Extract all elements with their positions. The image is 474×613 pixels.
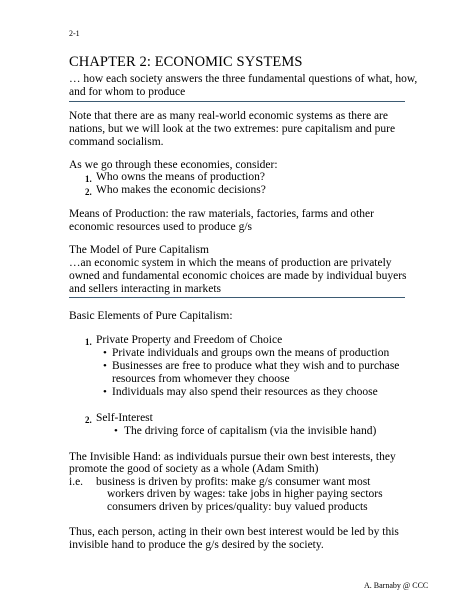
means-line-2: economic resources used to produce g/s [69,221,252,233]
bullet-icon: • [103,360,107,372]
note-line-1: Note that there are as many real-world economic systems as there are [69,110,388,122]
model-line-3: and sellers interacting in markets [69,283,222,295]
consider-number-2: 2. [85,187,92,197]
consider-intro: As we go through these economies, consider: [69,159,278,171]
title-divider [69,101,405,102]
footer-author: A. Barnaby @ CCC [364,581,429,590]
note-line-2: nations, but we will look at the two extremes: pure capitalism and pure [69,123,396,135]
element-number-2: 2. [85,415,92,425]
element1-bullet-2: Businesses are free to produce what they wish and to purchase [112,360,400,372]
element2-bullet-1: The driving force of capitalism (via the invisible hand) [124,425,377,437]
basic-elements-heading: Basic Elements of Pure Capitalism: [69,310,233,322]
ie-line-2: workers driven by wages: take jobs in higher paying sectors [107,488,383,500]
page-number: 2-1 [69,29,80,38]
invisible-hand-line-2: promote the good of society as a whole (Adam Smith) [69,463,319,475]
element1-bullet-1: Private individuals and groups own the means of production [112,347,390,359]
conclusion-line-2: invisible hand to produce the g/s desired by the society. [69,539,324,551]
bullet-icon: • [114,425,118,437]
chapter-title: CHAPTER 2: ECONOMIC SYSTEMS [69,54,303,70]
conclusion-line-1: Thus, each person, acting in their own best interest would be led by this [69,526,399,538]
element-title-1: Private Property and Freedom of Choice [96,334,283,346]
element-title-2: Self-Interest [96,412,153,424]
invisible-hand-line-1: The Invisible Hand: as individuals pursue their own best interests, they [69,451,396,463]
ie-label: i.e. [69,476,84,488]
model-divider [69,297,405,298]
means-line-1: Means of Production: the raw materials, factories, farms and other [69,208,374,220]
consider-item-2: Who makes the economic decisions? [96,184,266,196]
subtitle-line-1: … how each society answers the three fundamental questions of what, how, [69,73,418,85]
model-line-2: owned and fundamental economic choices are made by individual buyers [69,270,407,282]
subtitle-line-2: and for whom to produce [69,86,186,98]
element-number-1: 1. [85,337,92,347]
element1-bullet-3: Individuals may also spend their resources as they choose [112,386,378,398]
consider-number-1: 1. [85,174,92,184]
model-heading: The Model of Pure Capitalism [69,244,209,256]
ie-line-1: business is driven by profits: make g/s consumer want most [96,476,371,488]
bullet-icon: • [103,386,107,398]
element1-bullet-2-cont: resources from whomever they choose [112,373,290,385]
model-line-1: …an economic system in which the means of production are privately [69,257,392,269]
note-line-3: command socialism. [69,136,164,148]
ie-line-3: consumers driven by prices/quality: buy valued products [107,501,368,513]
consider-item-1: Who owns the means of production? [96,171,265,183]
bullet-icon: • [103,347,107,359]
